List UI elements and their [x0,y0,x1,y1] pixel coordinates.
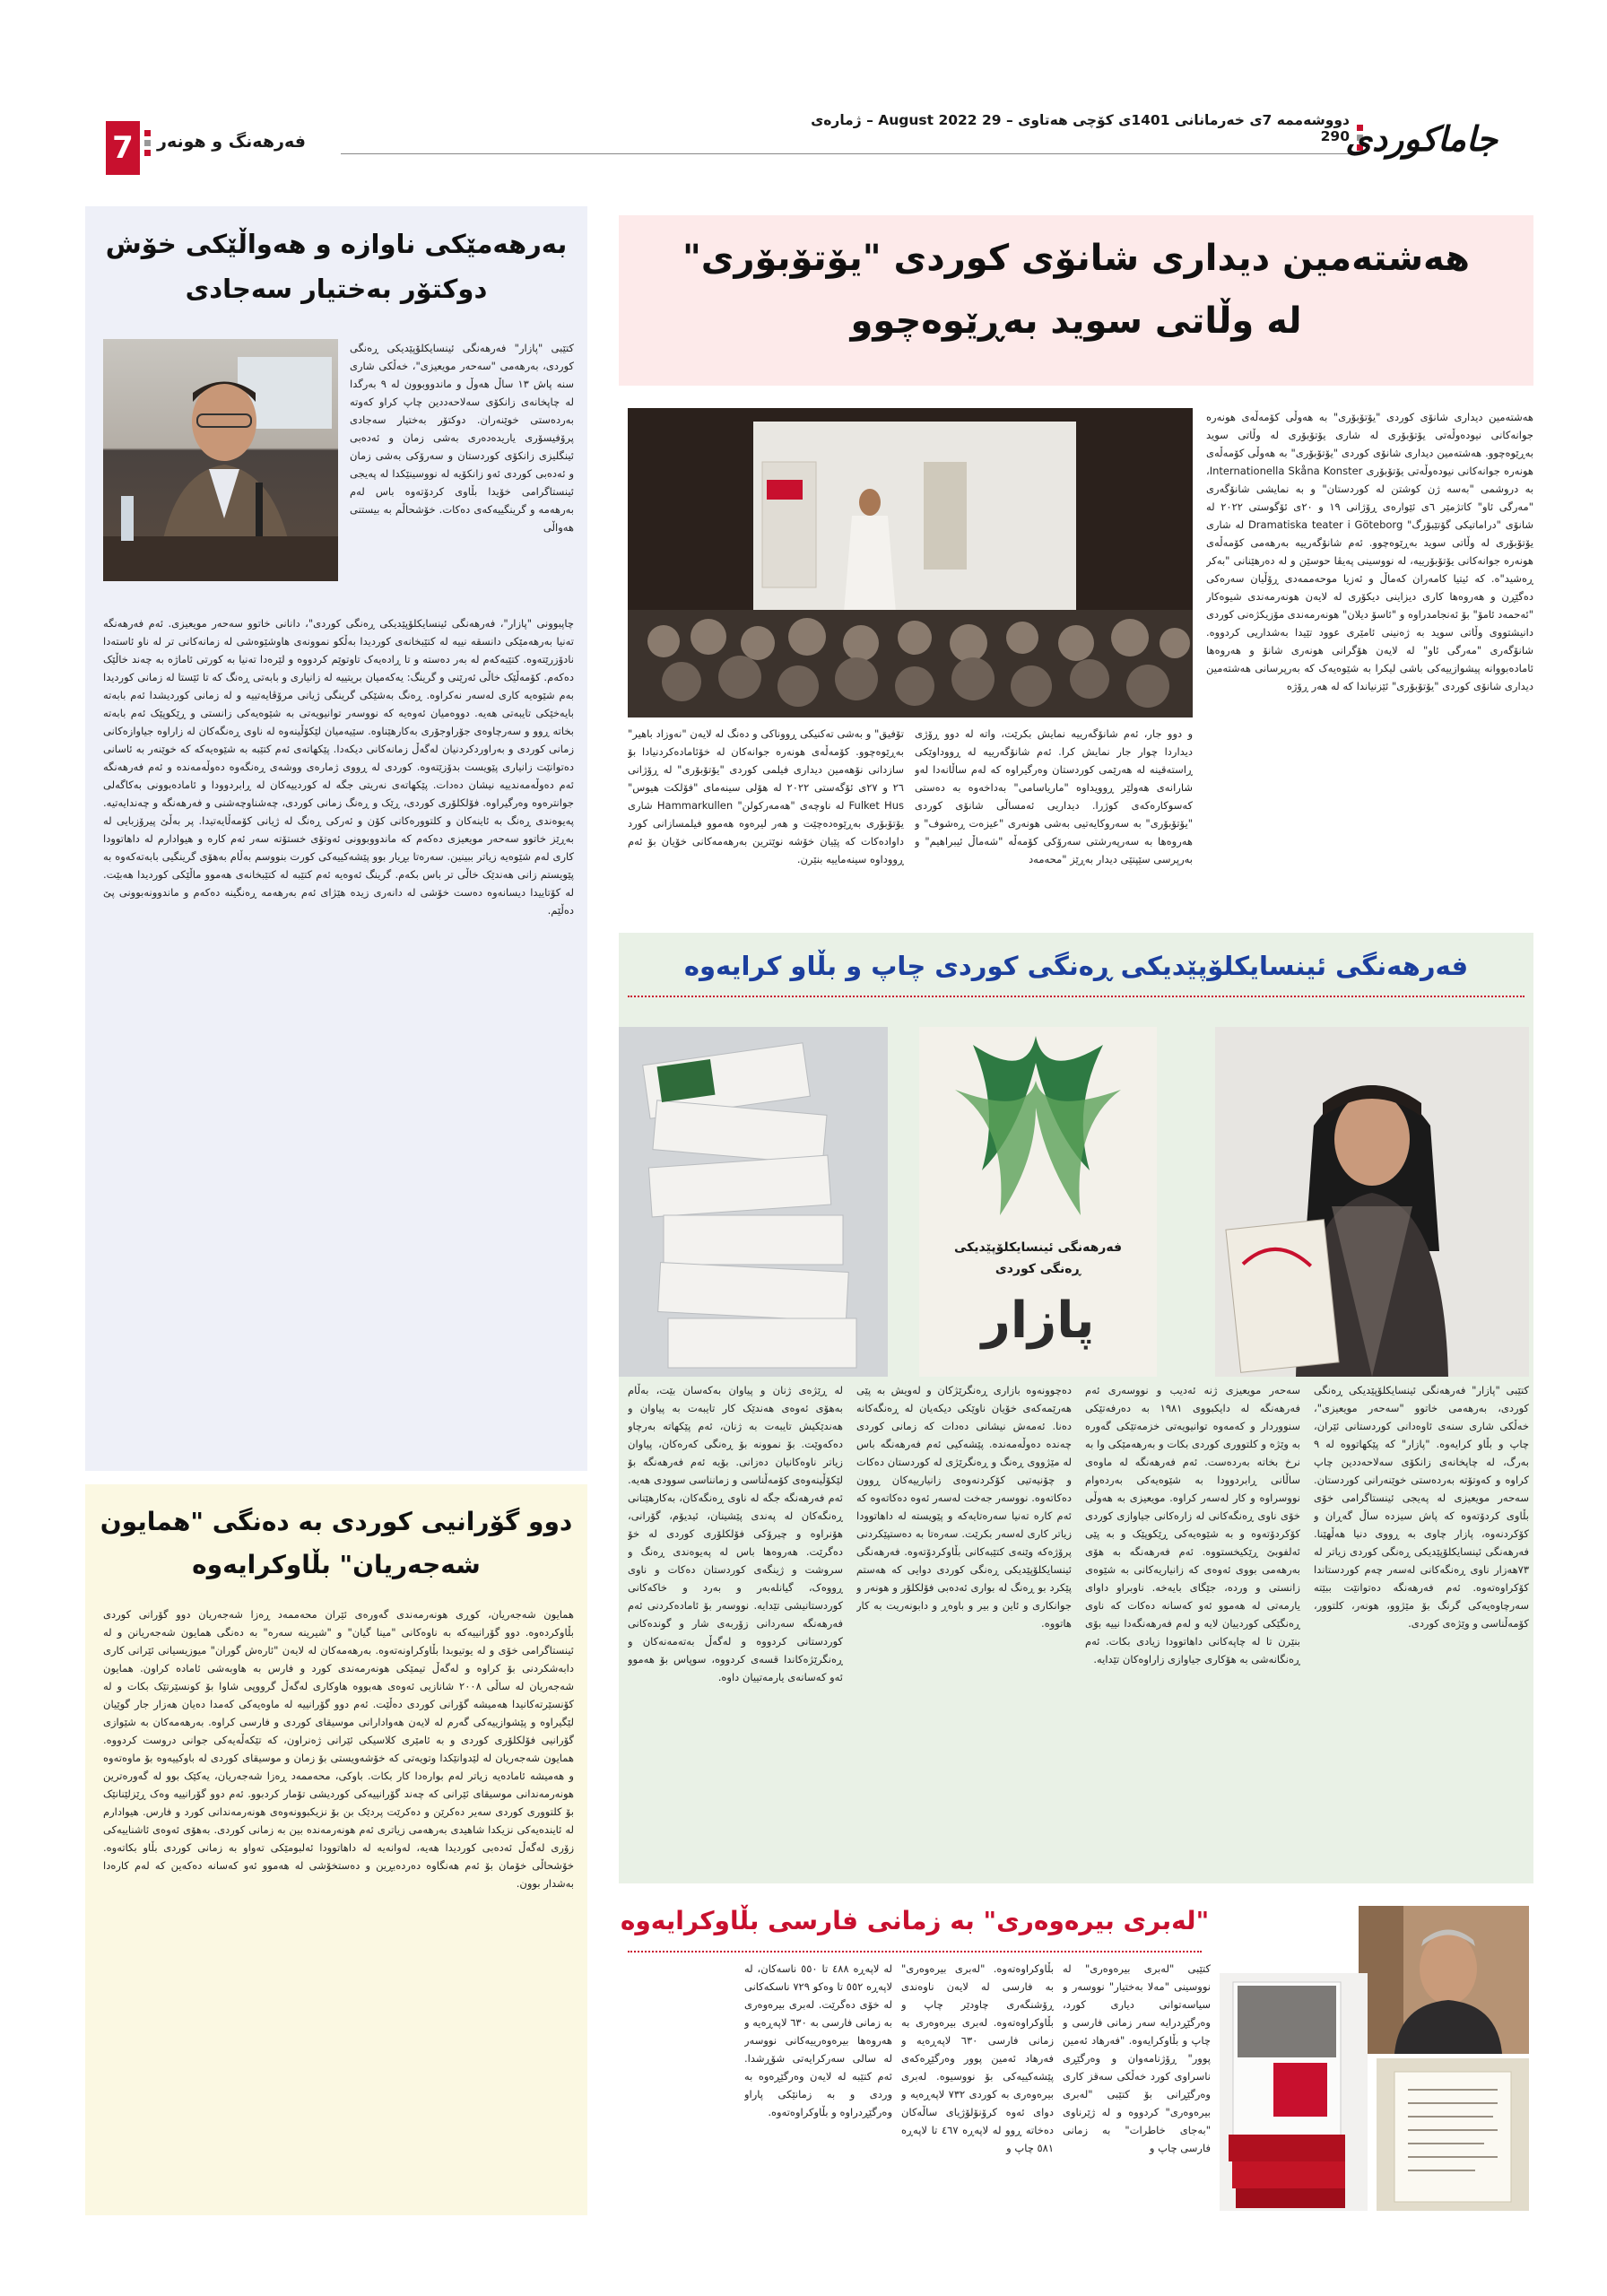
top-right-title-1: هەشتەمین دیداری شانۆی کوردی "یۆتۆبۆری" [682,238,1471,279]
bottom-right-col1: کتێبی "لەبری بیرەوەری" لە نووسینی "مەلا بەختیار" نووسەر و سیاسەتوانی دیاری کورد، وەرگێڕدرایە سەر زمانی فارسی و چاپ و بڵاوکرایەوە. "فەرهاد ئەمین پوور" ڕۆژنامەوان و وەرگێڕی ناسراوی کورد خەڵکی سەقز کاری وەرگێڕانی بۆ کتێبی "لەبری بیرەوەری" کردووە و لە ژێرناوی "بەجای خاطرات" بە زمانی فارسی چاپ و [1063,1962,1211,2154]
left-article-body: چاپبوونی "پازار"، فەرهەنگی ئینسایکلۆپێدیکی ڕەنگی کوردی"، دانانی خاتوو سەحەر مویعیزی. ئەم فەرهەنگە تەنیا بەرهەمێکی دانسقە نییە لە کتێبخانەی کوردیدا بەڵکو نموونەی هاوشێوەشی لە زمانەکانی تر لە ناو ئاستەدا نادۆزرێتەوە. کتێبەکەم لە بەر دەستە و تا ڕادەیەک تاوتوێم کردووە و لێرەدا تەنیا بە کورتی ئاماژە بە چەند خاڵێک دەکەم. کۆمەڵێک خاڵی ئەرێنی و گرینگ: یەکەمیان بریتییە لە زانیاری و بابەتی ڕەنگ کە تا ئێستا لە زمانی کوردیدا بەم شێوەیە کاری لەسەر نەکراوە. ڕەنگ بەشێکی گرینگی ژیانی مرۆڤایەتییە و لە زمانی کوردیشدا ئەم بابەتە بایەخێکی تایبەتی هەیە. دووەمیان ئەوەیە کە نووسەر توانیویەتی بە شێوەیەکی زانستی و ڕێکوپێک ئەم بابەتە بخاتە ڕوو و سەرچاوەی جۆراوجۆری بەکارهێناوە. سێیەمیان لێکۆڵینەوە لە ناوی ڕەنگەکان لە زاراوە جیاوازەکانی زمانی کوردی و بەراوردکردنیان لەگەڵ زمانەکانی دیکەدا. پێکهاتەی ئەم کتێبە بە شێوەیەکە کە خوێنەر بە ئاسانی دەتوانێت زانیاری پێویست بدۆزێتەوە. کوردی لە ڕووی ژمارەی ووشەی ڕەنگەوە دەوڵەمەندە و ئەم فەرهەنگە ئەم دەوڵەمەندییە نیشان دەدات. پێکهاتەی نەریتی جگە لە کوردییەکان لە ڕابردوودا و ئامادەبوونی بەکاگەلی جوانترەوە وەرگیراوە. فۆلکلۆری کوردی، ڕێک و ڕەنگ زمانی کوردی، چەشناوچەشنی و فەرهەنگە و چەندایەتیە. پەیوەندی ڕەنگ بە ئاینەکان و کلتوورەکانی کۆن و ئەرکی ڕەنگ لە ژیانی کۆمەڵایەتیدا. پر بەڵێ پیرۆزبایی لە بەڕێز خاتوو سەحەر مویعیزی دەکەم کە ماندووبوونی ئەوتۆی خستۆتە سەر ئەم کارە و هیوادارم لە داهاتوودا کاری لەم شێوەیە زیاتر ببینین. سەرەتا بڕیار بوو پێشەکییەکی کورت بنووسم بەڵام بەهۆی گرینگیی بابەتەکەوە بە پێویستم زانی هەندێک خاڵی تر باس بکەم. گرینگ ئەوەیە ئەم کتێبە لە کتێبخانەی هەموو ماڵێکی کوردیدا هەبێت. لە کۆتاییدا دیسانەوە دەست خۆشی لە دانەری زیدە هێژای ئەم بەرهەمە ڕەنگینە دەکەم و ماندوونەبوونی پێ دەڵێم. [103,617,574,917]
mid-col1: کتێبی "پازار" فەرهەنگی ئینسایکلۆپێدیکی ڕەنگی کوردی، بەرهەمی خاتوو "سەحەر مویعیزی"، خەڵکی شاری سنەی ئاوەدانی کوردستانی ئێران، چاپ و بڵاو کرایەوە. "پازار" کە پێکهاتووە لە ٩ بەرگ، لە چاپخانەی زانکۆی سەلاحەددین چاپ کراوە و کەوتۆتە بەردەستی خوێنەرانی کوردستان. سەحەر مویعیزی لە پەیجی ئینستاگرامی خۆی بڵاوی کردۆتەوە کە پاش سیزدە ساڵ گەڕان و کۆکردنەوە، پازار چاوی بە ڕووی دنیا هەڵهێنا. فەرهەنگی ئینسایکلۆپێدیکی ڕەنگی کوردی زیاتر لە ٧٣هەزار ناوی ڕەنگەکانی لەسەر چەم کوردستاندا کۆکراوەتەوە. ئەم فەرهەنگە دەتوانێت ببێتە سەرچاوەیەکی گرنگ بۆ مێژوو، هونەر، کلتوور، کۆمەڵناسی و وێژەی کوردی. [1314,1384,1529,1630]
masthead-rule [341,153,1354,154]
book-cover-line2: ڕەنگی کوردی [995,1262,1081,1276]
top-right-col2: و دوو جار، ئەم شانۆگەرییە نمایش بکرێت، واتە لە دوو ڕۆژی دیداردا چوار جار نمایش کرا. ئەم شانۆگەرییە لە ڕووداوێکی ڕاستەقینە لە هەرێمی کوردستان وەرگیراوە کە لەم ساڵانەدا لەو شارانەی هەولێر ڕوویداوە "ماریاسامی" بەداخەوە بە دەستی کەسوکارەکەی کوژرا. دیداریی ئەمساڵی شانۆی کوردی "یۆتۆبۆری" بە سەروکایەتیی بەشی هونەری "عیزەت ڕەشوف" و هەروەها بە سەرپەرشتی سەرۆکی کۆمەڵە "شەماڵ ئیبراهیم" و بەرپرسی سێپتێی دیدار بەڕێز "محەمەد [915,727,1193,865]
top-right-col1: هەشتەمین دیداری شانۆی کوردی "یۆتۆبۆری" بە هەوڵی کۆمەڵەی هونەرە جوانەکانی نیودەوڵەتی یۆتۆبۆری لە شاری یۆتۆبۆری لە وڵاتی سوید بەڕێوەچوو. هەشتەمین دیداری شانۆی کوردی "یۆتۆبۆری" بە هەوڵی کۆمەڵەی هونەرە جوانەکانی نیودەوڵەتی یۆتۆبۆری Internationella Skåna Konster، بە دروشمی "بەسە ژن کوشتن لە کوردستان" و بە نمایشی شانۆگەری "مەرگی ئاو" کاتژمێر ٦ی ئێوارەی ڕۆژانی ١٩ و ٢٠ی ئۆگوستی ٢٠٢٢ لە شانۆی "دراماتیکی گۆتێبۆرگ" Dramatiska teater i Göteborg لە شاری یۆتۆبۆری لە وڵاتی سوید بەڕێوەچوو. ئەم شانۆگەرییە بەرهەمی کۆمەڵەی هونەرە جوانەکانی یۆتۆبۆرییە، لە نووسینی پەیڤا حوسێن و لە دەرهێنانی "بەکر ڕەشید"ە. کە ئیتیا کامەران کەماڵ و ئەزیا موحەممەدی ڕۆڵیان سەرەکی دەگێڕن و هەروەها کاری دیزاینی دیکۆری لە لایەن هونەرمەندی شیوەکار "ئەحمەد ئامۆ" بۆ ئەنجامدراوە و "ئاسۆ دیلان" هونەرمەندی مۆزیکژەنی کوردی دانیشتووی وڵاتی سوید بە ژەنینی ئامێری عوود تێیدا بەشداریی کردووە. شانۆگەری "مەرگی ئاو" لە لایەن هۆگرانی هونەری شانۆ و هەروەها ئامادەبووانە پیشوازییەکی باشی لیکرا بە شێوەیەک کە بەرپرسانی هەشتەمین دیداری شانۆی کوردی "یۆتۆبۆری" ئێزنیاندا کە لە هەر ڕۆژە [1206,411,1533,692]
left-article-intro: کتێبی "پازار" فەرهەنگی ئینسایکلۆپێدیکی ڕەنگی کوردی، بەرهەمی "سەحەر مویعیزی"، خەڵکی شاری سنە پاش ١٣ ساڵ هەوڵ و ماندووبوون لە ٩ بەرگدا لە چاپخانەی زانکۆی سەلاحەددین چاپ کراو کەوتە بەردەستی خوێنەران. دوکتۆر بەختیار سەجادی پرۆفیسۆری یاریدەدەری بەشی زمان و ئەدەبی ئینگلیزی زانکۆی کوردستان و سەرۆکی بەشی زمان و ئەدەبی کوردی ئەو زانکۆیە لە نووسینێکدا لە پەیجی ئینستاگرامی خۆیدا بڵاوی کردۆتەوە باس لەم بەرهەمە و گرینگییەکەی دەکات. خۆشحاڵم بە بیستنی هەواڵی [350,342,574,534]
bottom-right-col3: لە لاپەڕە ٤٨٨ تا ٥٥٠ ناسەکان، لە لاپەڕە ٥٥٢ تا وەکو ٧٢٩ ناسکەکانی لە خۆی دەگرێت. لەبری بیرەوەری بە زمانی فارسی بە ٦٣٠ لاپەڕەیە و هەروەها بیرەوەرییەکانی نووسەر لە سالی سەرکرایەتی شۆڕشدا. ئەم کتێبە لە لایەن وەرگێڕەوە بە وردی و بە زمانێکی پاراو وەرگێڕدراوە و بڵاوکراوەتەوە. [744,1962,892,2118]
author-photo [1215,1027,1529,1377]
bottom-right-title-rule [628,1951,1202,1952]
mid-col3: دەچوونەوە بازاری ڕەنگرێژکان و لەویش بە پێی هەرێمەکەی خۆیان ناوێکی دیکەیان لە ڕەنگەکانە دەنا. ئەمەش نیشانی دەدات کە زمانی کوردی چەندە دەوڵەمەندە. پێشەکیی ئەم فەرهەنگە باس لە مێژووی ڕەنگ و ڕەنگرێژی لە کوردستان دەکات و چۆنیەتیی کۆکردنەوەی زانیارییەکان ڕوون دەکاتەوە. نووسەر جەخت لەسەر ئەوە دەکاتەوە کە ئەم کارە تەنیا سەرەتایەکە و پێویستە لە داهاتوودا زیاتر کاری لەسەر بکرێت. سەرەتا بە دەستپێکردنی پرۆژەکە وێنەی کتێبەکانی بڵاوکردۆتەوە. فەرهەنگی ئینسایکلۆپێدیکی ڕەنگی کوردی دوایی کە هەستم پێکرد بو ڕەنگ لە بواری ئەدەبی فۆلکلۆر و هونەر و جوانکاری و ئاین و بیر و باوەڕ و دابونەریت بە کار هاتووە. [856,1384,1072,1630]
bottom-right-col2: بڵاوکراوەتەوە. "لەبری بیرەوەری" بە فارسی لە لایەن ناوەندی ڕۆشنگەری چاودێر چاپ و بڵاوکراوەتەوە. لەبری بیرەوەری بە زمانی فارسی ٦٣٠ لاپەڕەیە و فەرهاد ئەمین پوور وەرگێڕەکەی پێشەکییەکی بۆ نووسیوە. لەبری بیرەوەری بە کوردی ٧٣٢ لاپەڕەیە و دوای ئەوە کرۆنۆلۆژیای ساڵەکان دەخاتە ڕوو لە لاپەڕە ٤٦٧ تا لاپەڕە ٥٨١ چاپ و [901,1962,1054,2154]
professor-photo [103,339,338,581]
mid-col4: لە ڕێژەی ژنان و پیاوان بەکەسان بێت، بەڵام بەهۆی ئەوەی هەندێک کار تایبەت بە پیاوان و هەندێکیش تایبەت بە ژنان، ئەم پێکهاتە بەرچاو دەکەوێت. بۆ نموونە بۆ ڕەنگی کەرەکان، پیاوان زیاتر ناوەکانیان دەزانی. بۆیە ئەم فەرهەنگە بۆ لێکۆڵینەوەی کۆمەڵناسی و زمانناسی سوودی هەیە. ئەم فەرهەنگە جگە لە ناوی ڕەنگەکان، بەکارهێنانی ڕەنگەکان لە پەندی پێشینان، ئیدیۆم، گۆرانی، هۆنراوە و چیرۆکی فۆلکلۆری کوردی لە خۆ دەگرێت. هەروەها باس لە پەیوەندی ڕەنگ و سروشت و ژینگەی کوردستان دەکات و ناوی ڕووەک، گیانلەبەر و بەرد و خاکەکانی کوردستانیشی تێدایە. نووسەر بۆ ئامادەکردنی ئەم فەرهەنگە سەردانی زۆربەی شار و گوندەکانی کوردستانی کردووە و لەگەڵ بەتەمەنەکان و ڕەنگرێژەکاندا قسەی کردووە، سوپاس بۆ هەموو ئەو کەسانەی یارمەتییان داوە. [628,1384,843,1683]
top-right-col3: تۆفیق" و بەشی تەکنیکی ڕووناکی و دەنگ لە لایەن "نەوزاد باهیر" بەڕێوەچوو. کۆمەڵەی هونەرە جوانەکان لە خۆئامادەکردنیادا بۆ سازدانی نۆهەمین دیداری فیلمی کوردی "یۆتۆبۆری" لە ڕۆژانی ٢٦ و ٢٧ی ئۆگەستی ٢٠٢٢ لە هۆلی سینەمای "فۆلکت هیوس" Fulket Hus لە ناوچەی "هەمەرکولن" Hammarkullen شاری یۆتۆبۆری بەڕێوەدەچێت و هەر لیرەوە هەموو فیلمسازانی کورد داوادەکات کە پێیان خۆشە نوێترین بەرهەمەکانی خۆیان بۆ ئەم ڕووداوە سینەماییە بنێرن. [628,727,904,865]
bottom-right-title: "لەبری بیرەوەری" بە زمانی فارسی بڵاوکرایەوە [620,1906,1210,1935]
top-right-title-2: لە وڵاتی سوید بەڕێوەچوو [850,300,1302,342]
section-name: فەرهەنگ و هونەر [157,132,306,152]
section-page-number-box: 7 [106,121,140,175]
books-stack-photo [619,1027,888,1377]
section-dots-icon [143,130,151,166]
theater-photo [628,408,1193,718]
left-article-title-2: دوکتۆر بەختیار سەجادی [185,274,488,304]
bottom-left-title-2: شەجەریان" بڵاوکرایەوە [192,1550,481,1579]
left-article-title-1: بەرهەمێکی ناوازە و هەواڵێکی خۆش [105,229,568,259]
memoir-book-photo [1220,1973,1368,2211]
letter-photo [1377,2058,1529,2211]
masthead-logo: جاماکوردی [1345,118,1498,159]
mid-col2: سەحەر مویعیزی ژنە ئەدیب و نووسەری ئەم فەرهەنگە لە دایکبووی ١٩٨١ بە دەرفەتێکی سنووردار و کەمەوە توانیویەتی خزمەتێکی گەورە بە وێژە و کلتووری کوردی بکات و بەرهەمێکی وا بە نرخ بخاتە بەردەست. ئەم فەرهەنگە لە ماوەی ساڵانی ڕابردوودا بە شێوەیەکی بەردەوام نووسراوە و کار لەسەر کراوە. مویعیزی بە هەوڵی خۆی ناوی ڕەنگەکانی لە زارەکانی جیاوازی کوردی کۆکردۆتەوە و بە شێوەیەکی ڕێکوپێک و بە پێی ئەلفوبێ ڕێکیخستووە. ئەم فەرهەنگە بە هۆی بەرهەمی بووی ئەوەی کە زانیاریەکانی بە شێوەی زانستی و وردە، جێگای بایەخە. ناوبراو داوای یارمەتی لە هەموو ئەو کەسانە دەکات کە ناوی ڕەنگێکی کوردییان لایە و لەم فەرهەنگەدا نییە بۆی بنێرن تا لە چاپەکانی داهاتوودا زیادی بکات. ئەم ڕەنگانەشی بە هۆکاری جیاوازی زاراوەکان تێدایە. [1085,1384,1300,1665]
bottom-left-body: همایون شەجەریان، کوڕی هونەرمەندی گەورەی ئێران محەممەد ڕەزا شەجەریان دوو گۆرانی کوردی بڵاوکردەوە. دوو گۆرانییەکە بە ناوەکانی "مینا گیان" و "شیرینە سەرە" بە دەنگی همایون شەجەریانن و لە ئینستاگرامی خۆی و لە یوتیوبدا بڵاوکراونەتەوە. بەرهەمەکان لە لایەن "ئارەش گوران" میوزیسیانی ئێرانی کاری دابەشکردنی بۆ کراوە و لەگەڵ تیمێکی هونەرمەندی کورد و فارس بە هاوبەشی ئامادە کراون. همایون شەجەریان لە ساڵی ٢٠٠٨ شانازیی ئەوەی هەبووە هاوکاری لەگەڵ گرووپی شاوا بۆ کونسێرتێک بکات و لە کۆنسێرتەکانیدا هەمیشە گۆرانی کوردی دەڵێت. ئەم دوو گۆرانییە لە ماوەیەکی کەمدا دەیان هەزار جار گوێیان لێگیراوە و پێشوازییەکی گەرم لە لایەن هەوادارانی موسیقای کوردی و فارسی کراوە. بەرهەمەکان بە شێوازی گۆرانیی فۆلکلۆری کوردی و بە ئامێری کلاسیکی ئێرانی ژەنراون، کە تێکەڵەیەکی جوانی دروست کردووە. همایون شەجەریان لە لێدوانێکدا وتویەتی کە خۆشەویستی بۆ زمان و موسیقای کوردی لە باوکییەوە بۆ ماوەتەوە و هەمیشە ئامادەیە زیاتر لەم بوارەدا کار بکات. باوکی، محەممەد ڕەزا شەجەریان، یەکێک بوو لە گەورەترین هونەرمەندانی موسیقای ئێرانی کە چەند گۆرانییەکی کوردیشی تۆمار کردبوو. ئەم دوو گۆرانییە وەک ڕێزلێنانێک بۆ کلتووری کوردی سەیر دەکرێن و دەکرێت پردێک بن بۆ نزیکبوونەوەی هونەرمەندانی کورد و فارس. هیوادارم لە ئایندەیەکی نزیکدا شاهیدی بەرهەمی زیاتری ئەم هونەرمەندە بین بە زمانی کوردی. بەهۆی ئەوەی ئاشناییەکی زۆری لەگەڵ ئەدەبی کوردیدا هەیە، لەوانەیە لە داهاتوودا ئەلبومێکی تەواو بە زمانی کوردی بڵاو بکاتەوە. خۆشحاڵی خۆمان بۆ ئەم هەنگاوە دەردەبڕین و دەستخۆشی لە هەموو ئەو کەسانە دەکەین کە لەم کارەدا بەشدار بوون. [103,1608,574,1890]
mid-article-title: فەرهەنگی ئینسایکلۆپێدیکی ڕەنگی کوردی چاپ و بڵاو کرایەوە [683,951,1469,981]
mid-title-rule [628,996,1524,997]
book-cover-photo [919,1027,1157,1377]
masthead [0,103,1607,193]
book-cover-title: پازار [981,1292,1095,1350]
book-cover-line1: فەرهەنگی ئینسایکلۆپێدیکی [953,1240,1123,1255]
bottom-left-title-1: دوو گۆرانیی کوردی بە دەنگی "همایون [100,1507,573,1536]
issue-line: دووشەممە 7ی خەرمانانی 1401ی کۆچی هەتاوی – 29 August 2022 – ژمارەی 290 [811,112,1350,144]
author-man-photo [1359,1906,1529,2054]
